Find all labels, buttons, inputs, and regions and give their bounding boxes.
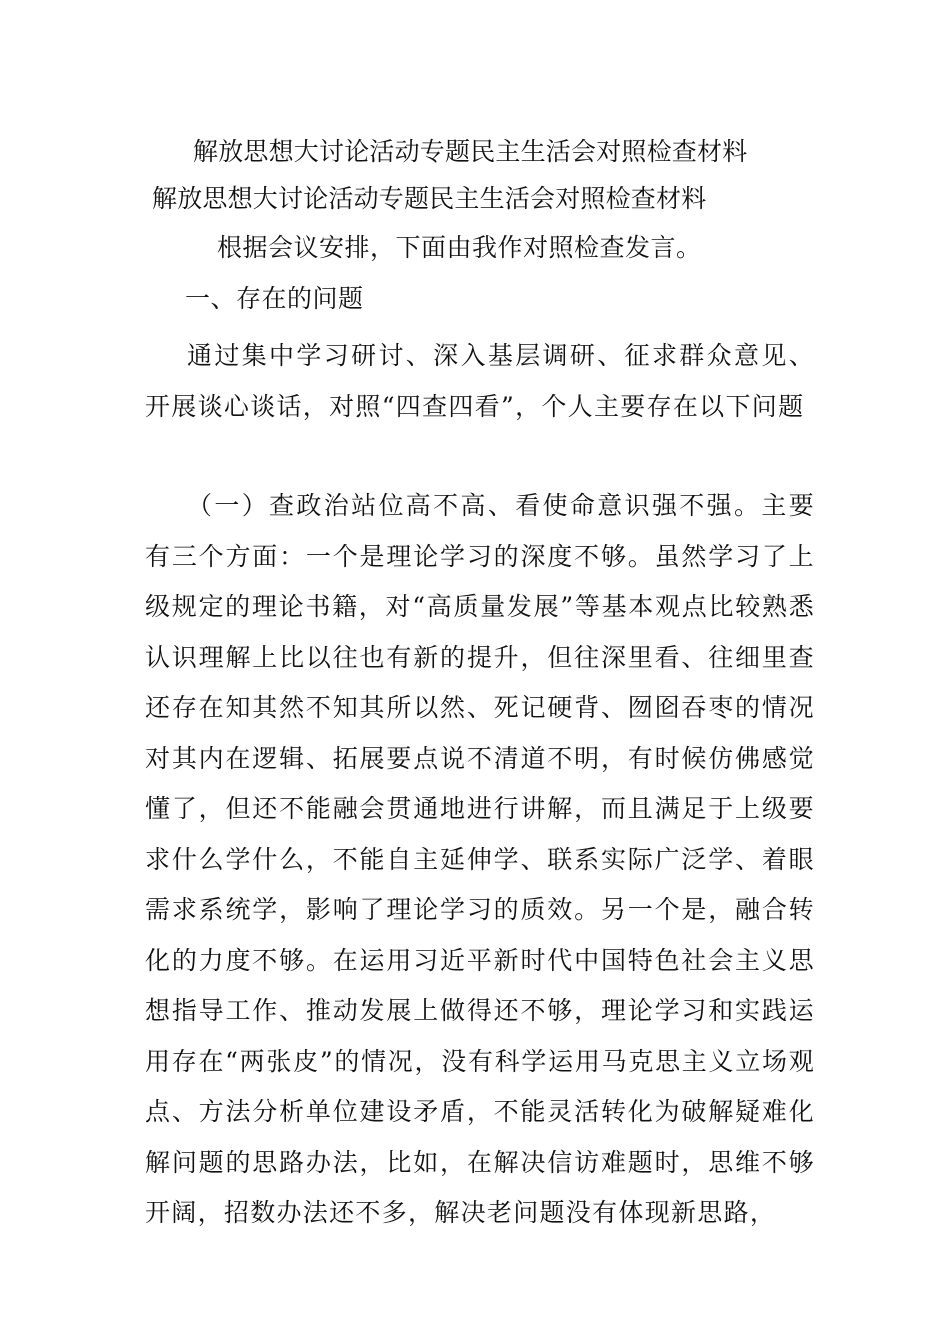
intro-paragraph: 根据会议安排，下面由我作对照检查发言。	[217, 233, 702, 262]
paragraph-political-stance: （一）查政治站位高不高、看使命意识强不强。主要有三个方面：一个是理论学习的深度不够。虽然学习了上级规定的理论书籍，对“高质量发展”等基本观点比较熟悉认识理解上比以往也有新的提升，但往深里看、往细里查还存在知其然不知其所以然、死记硬背、囫囵吞枣的情况对其内在逻辑、拓展要点说不清道不明，有时候仿佛感觉懂了，但还不能融会贯通地进行讲解，而且满足于上级要求什么学什么，不能自主延伸学、联系实际广泛学、着眼需求系统学，影响了理论学习的质效。另一个是，融合转化的力度不够。在运用习近平新时代中国特色社会主义思想指导工作、推动发展上做得还不够，理论学习和实践运用存在“两张皮”的情况，没有科学运用马克思主义立场观点、方法分析单位建设矛盾，不能灵活转化为破解疑难化解问题的思路办法，比如，在解决信访难题时，思维不够开阔，招数办法还不多，解决老问题没有体现新思路，	[145, 491, 815, 1227]
document-title: 解放思想大讨论活动专题民主生活会对照检查材料	[193, 137, 748, 166]
paragraph-overview: 通过集中学习研讨、深入基层调研、征求群众意见、开展谈心谈话，对照“四查四看”，个人主要存在以下问题	[145, 341, 815, 421]
section-heading-problems: 一、存在的问题	[185, 284, 364, 313]
document-subtitle: 解放思想大讨论活动专题民主生活会对照检查材料	[152, 184, 707, 213]
